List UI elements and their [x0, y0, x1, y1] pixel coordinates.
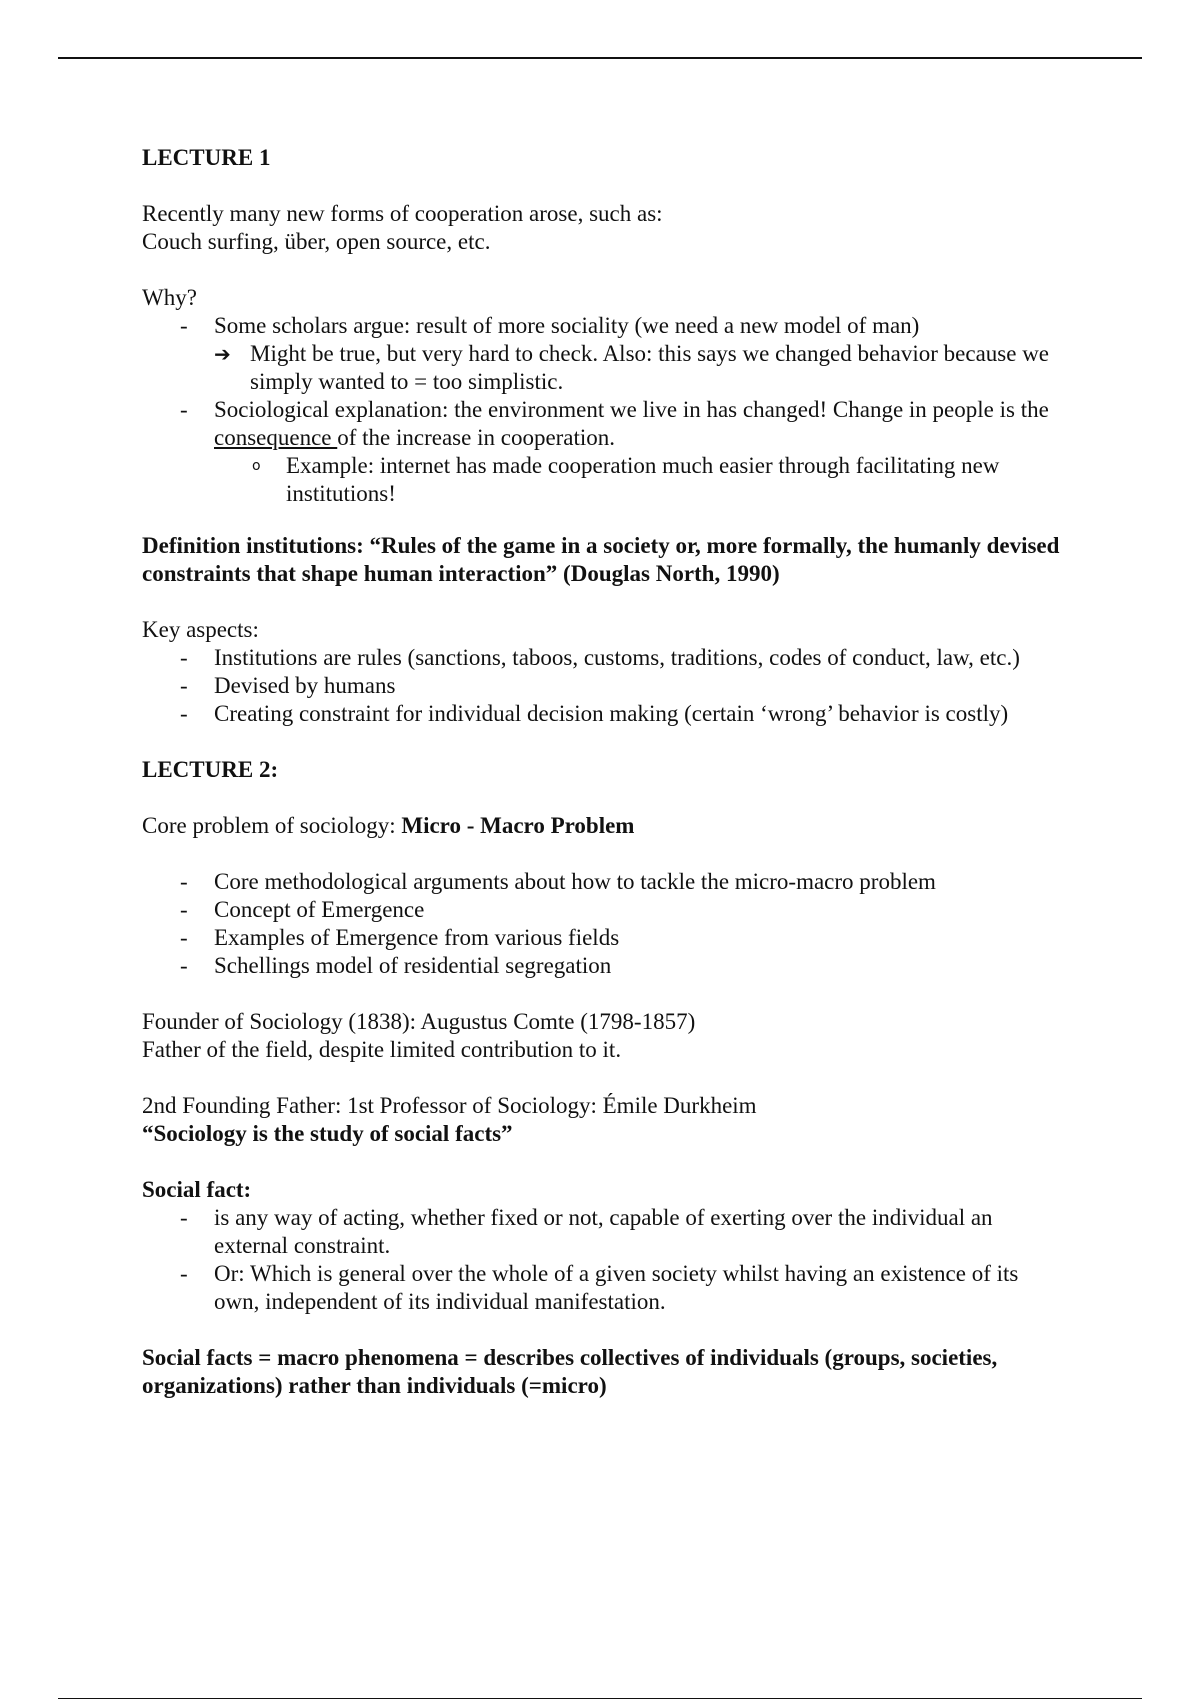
founder-line-1: Founder of Sociology (1838): Augustus Comte (1798-1857): [142, 1009, 696, 1034]
list-item-text-start: Sociological explanation: the environment we live in has changed! Change in people is the: [214, 397, 1049, 422]
why-question: Why?: [142, 285, 197, 310]
sociological-explanation-list: [142, 396, 1062, 452]
dash-marker: -: [180, 1205, 188, 1230]
list-item-text: Concept of Emergence: [214, 897, 425, 922]
dash-marker: -: [180, 897, 188, 922]
list-item: [142, 952, 1062, 980]
list-item: [142, 452, 1062, 508]
header-rule: [58, 57, 1142, 59]
list-item: [142, 340, 1062, 396]
list-item-text: Institutions are rules (sanctions, taboos, customs, traditions, codes of conduct, law, etc.): [214, 645, 1020, 670]
core-problem-title: Micro - Macro Problem: [401, 813, 635, 838]
dash-marker: -: [180, 1261, 188, 1286]
social-fact-list: [142, 1204, 1062, 1316]
document-body: [142, 144, 1062, 1400]
list-item-text: Example: internet has made cooperation much easier through facilitating new institutions!: [286, 453, 1000, 506]
list-item: [142, 700, 1062, 728]
lecture-1-heading: LECTURE 1: [142, 145, 271, 170]
lecture-2-heading: LECTURE 2:: [142, 757, 279, 782]
list-item: [142, 672, 1062, 700]
list-item: [142, 644, 1062, 672]
list-item: [142, 396, 1062, 452]
intro-line-2: Couch surfing, über, open source, etc.: [142, 229, 491, 254]
list-item: [142, 896, 1062, 924]
list-item-text: Creating constraint for individual decision making (certain ‘wrong’ behavior is costly): [214, 701, 1009, 726]
key-aspects-list: [142, 644, 1062, 728]
why-explanations-list: [142, 312, 1062, 340]
underlined-word: consequence: [214, 425, 338, 450]
list-item-text: is any way of acting, whether fixed or not, capable of exerting over the individual an external constraint.: [214, 1205, 993, 1258]
second-founding-father: 2nd Founding Father: 1st Professor of Sociology: Émile Durkheim: [142, 1093, 757, 1118]
dash-marker: -: [180, 953, 188, 978]
list-item: [142, 924, 1062, 952]
list-item-text: Core methodological arguments about how to tackle the micro-macro problem: [214, 869, 936, 894]
circle-bullet-icon: o: [252, 458, 261, 474]
durkheim-quote: “Sociology is the study of social facts”: [142, 1121, 513, 1146]
arrow-right-icon: ➔: [214, 342, 231, 366]
list-item-text: Might be true, but very hard to check. Also: this says we changed behavior because we simply wanted to = too simplistic.: [250, 341, 1050, 394]
dash-marker: -: [180, 869, 188, 894]
dash-marker: -: [180, 313, 188, 338]
list-item: [142, 868, 1062, 896]
lecture-2-topics-list: [142, 868, 1062, 980]
institutions-definition: Definition institutions: “Rules of the game in a society or, more formally, the humanly devised constraints that shape human interaction” (Douglas North, 1990): [142, 533, 1060, 586]
dash-marker: -: [180, 673, 188, 698]
arrow-list: [142, 340, 1062, 396]
social-fact-label: Social fact:: [142, 1177, 252, 1202]
list-item-text: Examples of Emergence from various fields: [214, 925, 620, 950]
list-item-text: Devised by humans: [214, 673, 396, 698]
social-facts-conclusion: Social facts = macro phenomena = describes collectives of individuals (groups, societies, organizations) rather than individuals (=micro): [142, 1345, 998, 1398]
core-problem-line: [142, 812, 1062, 840]
dash-marker: -: [180, 925, 188, 950]
list-item-text: Or: Which is general over the whole of a given society whilst having an existence of its own, independent of its individual manifestation.: [214, 1261, 1019, 1314]
list-item: [142, 1204, 1062, 1260]
example-list: [142, 452, 1062, 508]
dash-marker: -: [180, 701, 188, 726]
list-item-text: Some scholars argue: result of more sociality (we need a new model of man): [214, 313, 920, 338]
key-aspects-label: Key aspects:: [142, 617, 259, 642]
list-item: [142, 312, 1062, 340]
core-problem-prefix: Core problem of sociology:: [142, 813, 402, 838]
list-item-text: Schellings model of residential segregation: [214, 953, 612, 978]
list-item-text-end: of the increase in cooperation.: [337, 425, 616, 450]
list-item: [142, 1260, 1062, 1316]
intro-line-1: Recently many new forms of cooperation arose, such as:: [142, 201, 663, 226]
dash-marker: -: [180, 397, 188, 422]
dash-marker: -: [180, 645, 188, 670]
footer-rule: [58, 1698, 1142, 1699]
founder-line-2: Father of the field, despite limited contribution to it.: [142, 1037, 622, 1062]
